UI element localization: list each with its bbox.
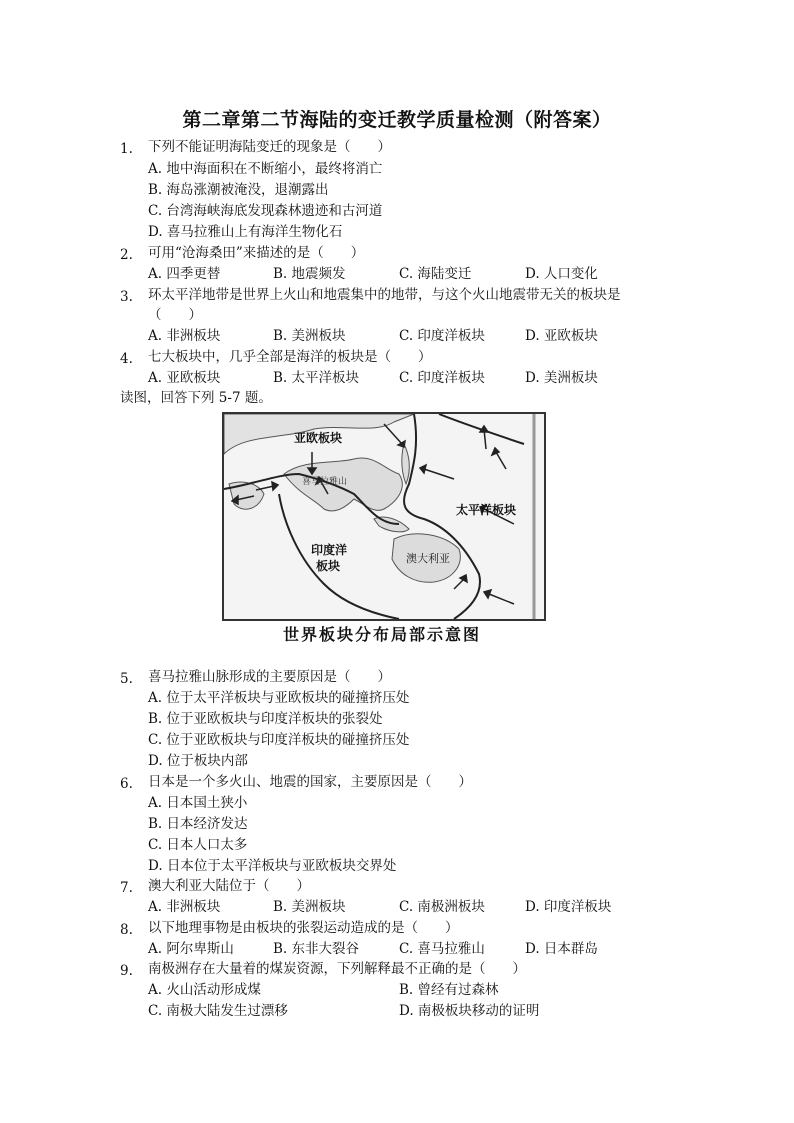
q6-number: 6.	[120, 776, 133, 792]
arrow-pacific-west-1	[424, 469, 454, 479]
q9-stem: 南极洲存在大量着的煤炭资源，下列解释最不正确的是（ ）	[148, 961, 526, 977]
q8-option-d: D. 日本群岛	[525, 941, 598, 957]
q2-option-a: A. 四季更替	[148, 266, 221, 282]
q5-option-d: D. 位于板块内部	[148, 753, 248, 769]
q7-option-a: A. 非洲板块	[148, 899, 221, 915]
q3-stem: 环太平洋地带是世界上火山和地震集中的地带，与这个火山地震带无关的板块是	[148, 287, 621, 303]
q5-option-a: A. 位于太平洋板块与亚欧板块的碰撞挤压处	[148, 690, 410, 706]
plate-map	[224, 414, 544, 619]
japan-islands	[402, 444, 410, 484]
q9-option-c: C. 南极大陆发生过漂移	[148, 1003, 288, 1019]
q4-stem: 七大板块中，几乎全部是海洋的板块是（ ）	[148, 349, 432, 365]
q3-option-d: D. 亚欧板块	[525, 328, 598, 344]
q3-option-c: C. 印度洋板块	[399, 328, 485, 344]
q6-stem: 日本是一个多火山、地震的国家，主要原因是（ ）	[148, 774, 472, 790]
q6-option-d: D. 日本位于太平洋板块与亚欧板块交界处	[148, 858, 397, 874]
q3-option-a: A. 非洲板块	[148, 328, 221, 344]
page-title: 第二章第二节海陆的变迁教学质量检测（附答案）	[182, 109, 612, 131]
q1-stem: 下列不能证明海陆变迁的现象是（ ）	[148, 139, 391, 155]
q6-option-b: B. 日本经济发达	[148, 816, 248, 832]
q3-stem-continued: （ ）	[148, 307, 202, 323]
q8-option-a: A. 阿尔卑斯山	[148, 941, 234, 957]
q7-option-d: D. 印度洋板块	[525, 899, 612, 915]
q4-number: 4.	[120, 351, 133, 367]
map-caption: 世界板块分布局部示意图	[282, 625, 481, 644]
q4-option-b: B. 太平洋板块	[273, 370, 360, 386]
q8-number: 8.	[120, 922, 133, 938]
arrow-pacific-south	[489, 594, 514, 604]
q7-option-c: C. 南极洲板块	[399, 899, 485, 915]
q5-option-c: C. 位于亚欧板块与印度洋板块的碰撞挤压处	[148, 732, 410, 748]
q4-option-d: D. 美洲板块	[525, 370, 598, 386]
q7-stem: 澳大利亚大陆位于（ ）	[148, 878, 310, 894]
q4-option-c: C. 印度洋板块	[399, 370, 485, 386]
label-indian-ocean-line2: 板块	[316, 559, 341, 573]
q1-number: 1.	[120, 141, 133, 157]
label-indian-ocean-line1: 印度洋	[311, 543, 348, 557]
q8-stem: 以下地理事物是由板块的张裂运动造成的是（ ）	[148, 920, 459, 936]
label-himalaya: 喜马拉雅山	[302, 477, 348, 487]
q3-option-b: B. 美洲板块	[273, 328, 346, 344]
q2-option-b: B. 地震频发	[273, 266, 346, 282]
plate-map-figure	[222, 412, 546, 621]
q4-option-a: A. 亚欧板块	[148, 370, 221, 386]
q5-option-b: B. 位于亚欧板块与印度洋板块的张裂处	[148, 711, 383, 727]
q9-option-b: B. 曾经有过森林	[399, 982, 499, 998]
q1-option-d: D. 喜马拉雅山上有海洋生物化石	[148, 224, 343, 240]
q1-option-a: A. 地中海面积在不断缩小，最终将消亡	[148, 161, 383, 177]
arrow-pacific-northeast	[496, 452, 506, 469]
q1-option-b: B. 海岛涨潮被淹没，退潮露出	[148, 182, 329, 198]
arrow-north	[384, 424, 402, 444]
q9-number: 9.	[120, 963, 133, 979]
q5-number: 5.	[120, 671, 133, 687]
q9-option-a: A. 火山活动形成煤	[148, 982, 261, 998]
label-pacific-plate: 太平洋板块	[456, 503, 517, 517]
q9-option-d: D. 南极板块移动的证明	[399, 1003, 540, 1019]
q6-option-a: A. 日本国土狭小	[148, 795, 248, 811]
label-eurasia-plate: 亚欧板块	[294, 431, 343, 445]
label-australia: 澳大利亚	[406, 552, 450, 565]
read-map-instruction: 读图，回答下列 5-7 题。	[120, 390, 272, 406]
q5-stem: 喜马拉雅山脉形成的主要原因是（ ）	[148, 669, 391, 685]
q8-option-c: C. 喜马拉雅山	[399, 941, 485, 957]
q2-option-d: D. 人口变化	[525, 266, 598, 282]
q2-stem: 可用“沧海桑田”来描述的是（ ）	[148, 245, 365, 261]
q7-number: 7.	[120, 880, 133, 896]
q2-option-c: C. 海陆变迁	[399, 266, 472, 282]
southeast-asia-islands	[374, 517, 409, 532]
arrow-australia	[454, 579, 464, 589]
q1-option-c: C. 台湾海峡海底发现森林遗迹和古河道	[148, 203, 383, 219]
q6-option-c: C. 日本人口太多	[148, 837, 248, 853]
q3-number: 3.	[120, 289, 133, 305]
q2-number: 2.	[120, 247, 133, 263]
q7-option-b: B. 美洲板块	[273, 899, 346, 915]
q8-option-b: B. 东非大裂谷	[273, 941, 360, 957]
